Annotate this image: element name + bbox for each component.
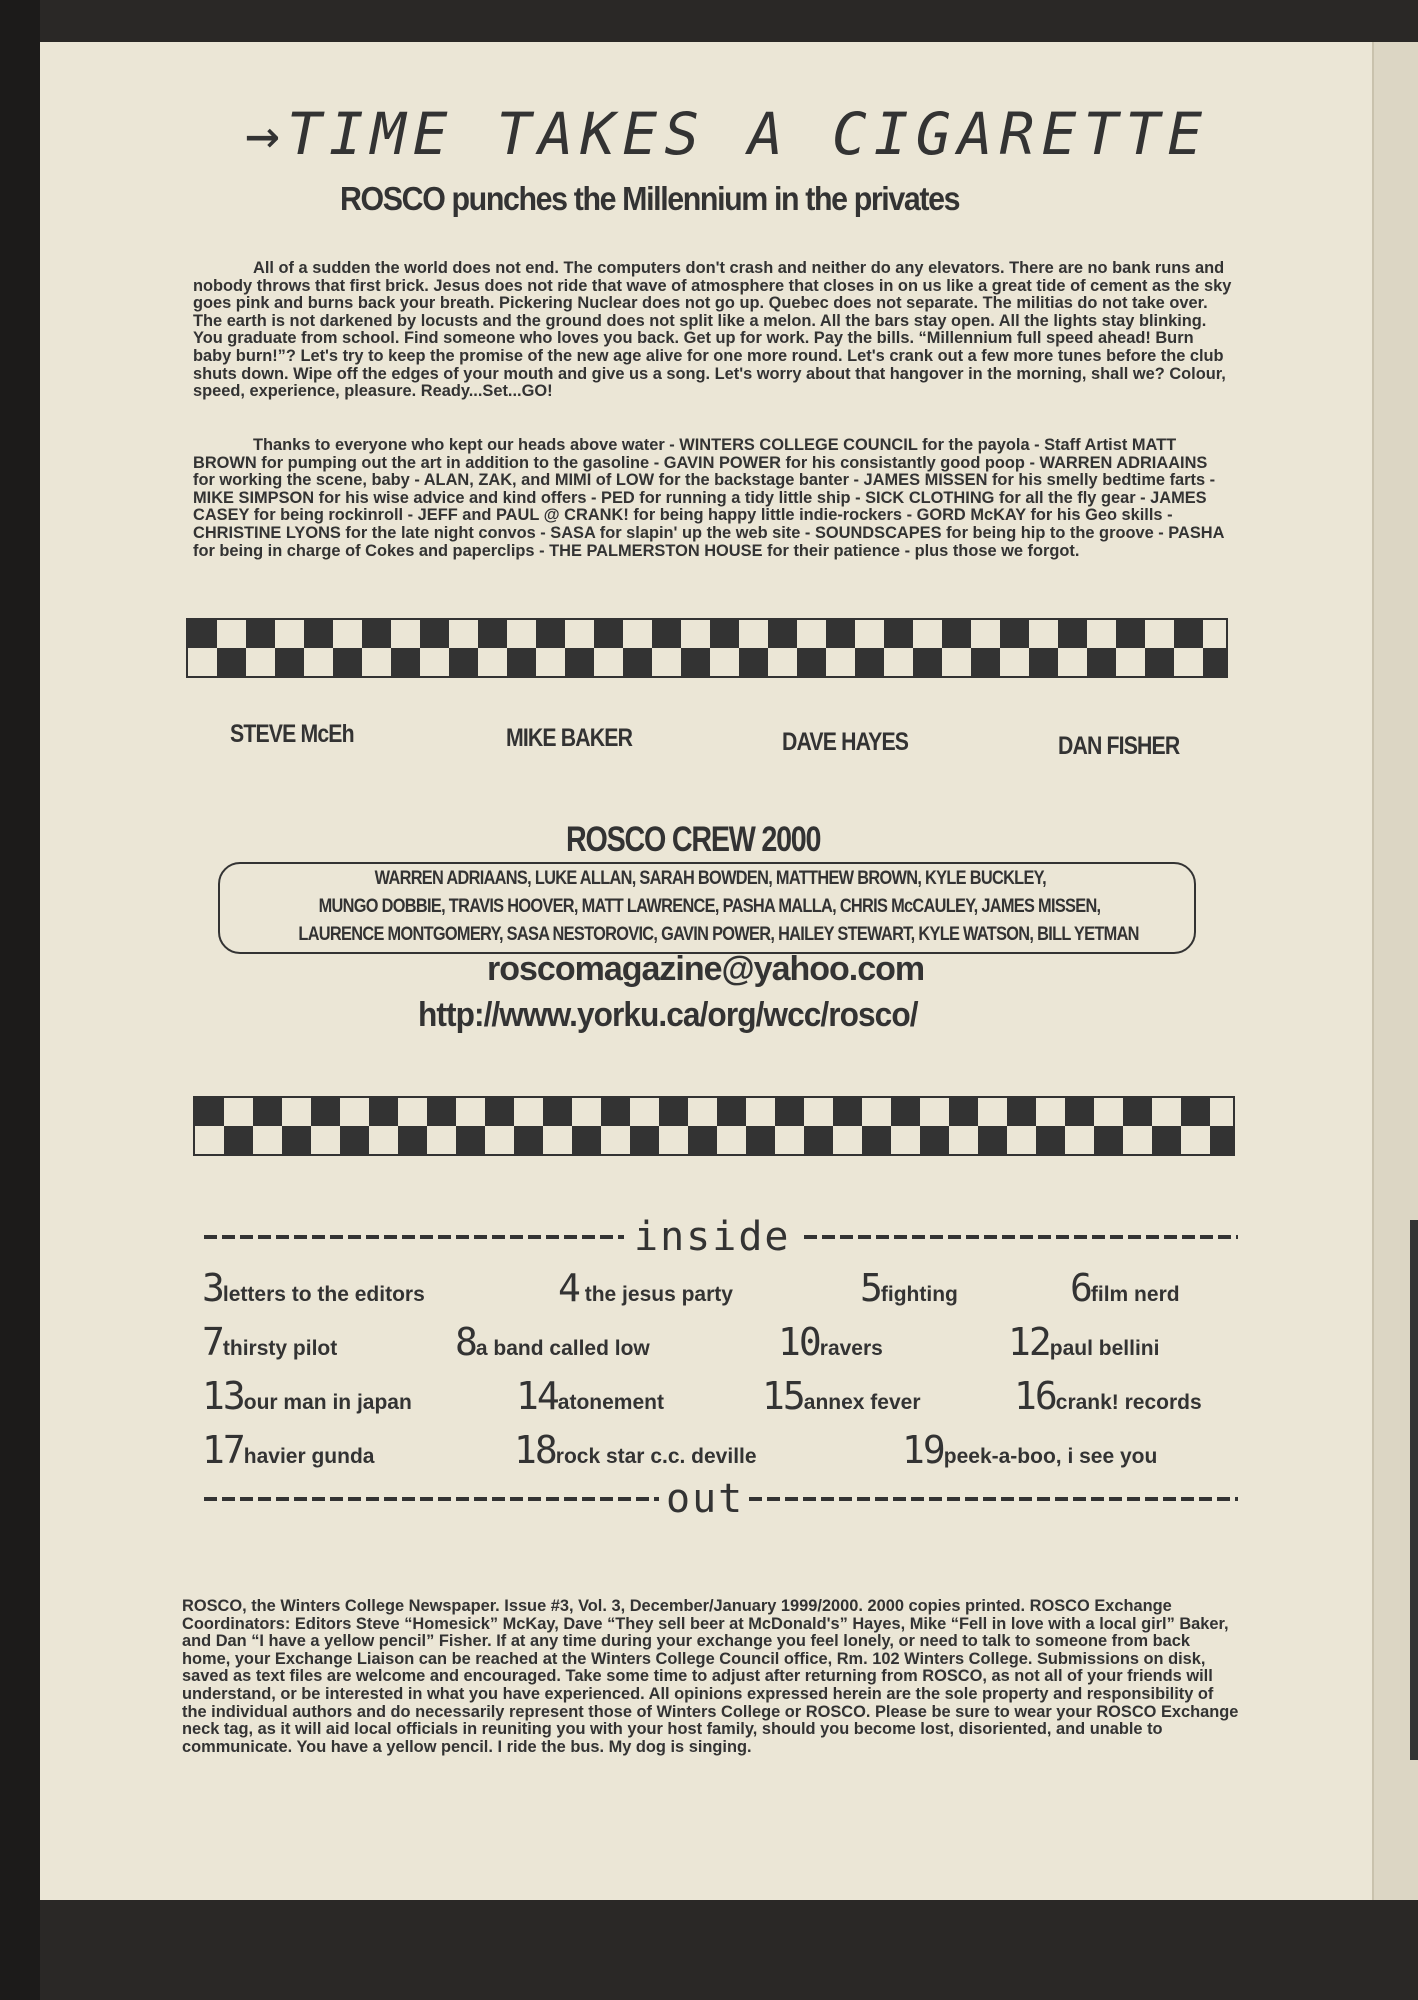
checker-square: [478, 620, 507, 648]
checker-square: [804, 1098, 833, 1126]
checker-square: [1065, 1098, 1094, 1126]
checker-divider-top: [186, 618, 1228, 678]
toc-page-number: 16: [1014, 1374, 1056, 1418]
checker-square: [543, 1126, 572, 1154]
thanks-paragraph: Thanks to everyone who kept our heads above water - WINTERS COLLEGE COUNCIL for the payola - Staff Artist MATT BROWN for pumping out the art in addition to the gasoline - GAVIN POWER for his consistantly good poop - WARREN ADRIAAINS for working the scene, baby - ALAN, ZAK, and MIMI of LOW for the backstage banter - JAMES MISSEN for his smelly bedtime farts - MIKE SIMPSON for his wise advice and kind offers - PED for running a tidy little ship - SICK CLOTHING for all the fly gear - JAMES CASEY for being rockinroll - JEFF and PAUL @ CRANK! for being happy little indie-rockers - GORD McKAY for his Geo skills - CHRISTINE LYONS for the late night convos - SASA for slapin' up the web site - SOUNDSCAPES for being hip to the groove - PASHA for being in charge of Cokes and paperclips - THE PALMERSTON HOUSE for their patience - plus those we forgot.: [193, 436, 1224, 560]
toc-label: peek-a-boo, i see you: [943, 1445, 1158, 1468]
checker-square: [246, 620, 275, 648]
checker-square: [623, 648, 652, 676]
checker-square: [565, 620, 594, 648]
checker-square: [1123, 1126, 1152, 1154]
checker-square: [826, 620, 855, 648]
crew-line: [230, 896, 1190, 918]
checker-square: [456, 1126, 485, 1154]
checker-square: [768, 648, 797, 676]
checker-square: [391, 648, 420, 676]
checker-square: [978, 1098, 1007, 1126]
toc-label: rock star c.c. deville: [555, 1445, 757, 1468]
checker-square: [1174, 648, 1203, 676]
checker-square: [833, 1098, 862, 1126]
editor-name: STEVE McEh: [230, 720, 354, 748]
checker-square: [362, 648, 391, 676]
checker-square: [224, 1126, 253, 1154]
toc-page-number: 4: [558, 1266, 579, 1310]
toc-page-number: 15: [762, 1374, 804, 1418]
crew-title: ROSCO CREW 2000: [566, 820, 821, 859]
checker-square: [746, 1126, 775, 1154]
checker-square: [1007, 1098, 1036, 1126]
crew-line-text: WARREN ADRIAANS, LUKE ALLAN, SARAH BOWDEN, MATTHEW BROWN, KYLE BUCKLEY,: [374, 868, 1046, 889]
toc-label: havier gunda: [243, 1445, 375, 1468]
checker-square: [659, 1126, 688, 1154]
checker-square: [507, 648, 536, 676]
checker-square: [1065, 1126, 1094, 1154]
checker-square: [1036, 1126, 1065, 1154]
checker-square: [630, 1098, 659, 1126]
checker-square: [949, 1126, 978, 1154]
crew-line-text: LAURENCE MONTGOMERY, SASA NESTOROVIC, GAVIN POWER, HAILEY STEWART, KYLE WATSON, BILL YETMAN: [298, 924, 1139, 945]
checker-square: [797, 620, 826, 648]
toc-item: [558, 1266, 733, 1310]
toc-label: crank! records: [1055, 1391, 1202, 1414]
checker-square: [775, 1098, 804, 1126]
checker-row: [195, 1126, 1233, 1154]
checker-square: [217, 648, 246, 676]
checker-square: [913, 620, 942, 648]
crew-line: [230, 868, 1190, 890]
checker-square: [340, 1098, 369, 1126]
toc-page-number: 5: [860, 1266, 881, 1310]
toc-page-number: 6: [1070, 1266, 1091, 1310]
checker-square: [369, 1126, 398, 1154]
checker-square: [514, 1098, 543, 1126]
checker-square: [195, 1126, 224, 1154]
toc-item: [516, 1374, 664, 1418]
toc-label: a band called low: [475, 1337, 650, 1360]
toc-page-number: 14: [516, 1374, 558, 1418]
checker-square: [978, 1126, 1007, 1154]
checker-square: [1145, 620, 1174, 648]
checker-square: [420, 648, 449, 676]
checker-square: [942, 620, 971, 648]
editor-name: DAN FISHER: [1058, 732, 1180, 760]
checker-square: [1058, 648, 1087, 676]
checker-square: [282, 1126, 311, 1154]
checker-square: [681, 648, 710, 676]
checker-square: [572, 1126, 601, 1154]
crew-line-text: MUNGO DOBBIE, TRAVIS HOOVER, MATT LAWRENCE, PASHA MALLA, CHRIS McCAULEY, JAMES MISSEN,: [319, 896, 1101, 917]
checker-square: [514, 1126, 543, 1154]
editor-name: DAVE HAYES: [782, 728, 909, 756]
dash-rule-left: [204, 1497, 659, 1501]
dash-rule-right: [804, 1235, 1238, 1239]
checker-square: [659, 1098, 688, 1126]
checker-square: [971, 620, 1000, 648]
toc-label: fighting: [880, 1283, 958, 1306]
checker-row: [188, 648, 1226, 676]
toc-label: annex fever: [803, 1391, 921, 1414]
checker-square: [913, 648, 942, 676]
checker-square: [1152, 1126, 1181, 1154]
checker-square: [224, 1098, 253, 1126]
editor-name: MIKE BAKER: [506, 724, 633, 752]
checker-divider-bottom: [193, 1096, 1235, 1156]
checker-square: [949, 1098, 978, 1126]
checker-square: [804, 1126, 833, 1154]
checker-square: [456, 1098, 485, 1126]
toc-page-number: 8: [455, 1320, 476, 1364]
checker-square: [862, 1098, 891, 1126]
toc-label: the jesus party: [578, 1283, 733, 1306]
checker-square: [449, 620, 478, 648]
checker-square: [311, 1126, 340, 1154]
checker-square: [891, 1126, 920, 1154]
checker-square: [739, 648, 768, 676]
checker-square: [188, 648, 217, 676]
checker-square: [717, 1098, 746, 1126]
checker-square: [572, 1098, 601, 1126]
checker-square: [623, 620, 652, 648]
toc-item: [202, 1320, 337, 1364]
checker-square: [253, 1126, 282, 1154]
checker-square: [1087, 648, 1116, 676]
checker-square: [855, 620, 884, 648]
checker-square: [449, 648, 478, 676]
toc-item: [1008, 1320, 1159, 1364]
checker-square: [971, 648, 1000, 676]
checker-square: [601, 1126, 630, 1154]
toc-page-number: 19: [902, 1428, 944, 1472]
checker-square: [688, 1126, 717, 1154]
checker-square: [601, 1098, 630, 1126]
checker-square: [311, 1098, 340, 1126]
checker-square: [420, 620, 449, 648]
checker-square: [855, 648, 884, 676]
checker-square: [543, 1098, 572, 1126]
checker-square: [797, 648, 826, 676]
checker-square: [652, 648, 681, 676]
checker-square: [1181, 1098, 1210, 1126]
checker-square: [1007, 1126, 1036, 1154]
toc-item: [455, 1320, 650, 1364]
checker-square: [188, 620, 217, 648]
toc-close-word: out: [666, 1476, 745, 1522]
checker-square: [398, 1126, 427, 1154]
checker-square: [398, 1098, 427, 1126]
checker-square: [1203, 648, 1228, 676]
checker-square: [1000, 620, 1029, 648]
checker-square: [1000, 648, 1029, 676]
checker-square: [1116, 620, 1145, 648]
checker-square: [1029, 620, 1058, 648]
checker-square: [1094, 1126, 1123, 1154]
checker-square: [826, 648, 855, 676]
checker-square: [1174, 620, 1203, 648]
toc-label: thirsty pilot: [222, 1337, 338, 1360]
website-url: http://www.yorku.ca/org/wcc/rosco/: [418, 996, 918, 1034]
checker-square: [652, 620, 681, 648]
checker-square: [1087, 620, 1116, 648]
dash-rule-left: [204, 1235, 624, 1239]
checker-row: [188, 620, 1226, 648]
checker-square: [594, 620, 623, 648]
toc-label: paul bellini: [1049, 1337, 1160, 1360]
checker-square: [195, 1098, 224, 1126]
toc-item: [778, 1320, 883, 1364]
checker-square: [391, 620, 420, 648]
toc-page-number: 10: [778, 1320, 820, 1364]
checker-square: [739, 620, 768, 648]
toc-open-word: inside: [634, 1214, 791, 1260]
checker-square: [1123, 1098, 1152, 1126]
checker-square: [1181, 1126, 1210, 1154]
checker-square: [1210, 1126, 1235, 1154]
checker-square: [1203, 620, 1228, 648]
checker-square: [710, 620, 739, 648]
toc-item: [202, 1374, 412, 1418]
checker-square: [485, 1126, 514, 1154]
toc-item: [202, 1428, 374, 1472]
checker-square: [594, 648, 623, 676]
toc-open-rule: [204, 1214, 1238, 1260]
checker-square: [1094, 1098, 1123, 1126]
checker-square: [304, 620, 333, 648]
checker-square: [920, 1098, 949, 1126]
intro-paragraph: All of a sudden the world does not end. The computers don't crash and neither do any elevators. There are no bank runs and nobody throws that first brick. Jesus does not ride that wave of atmosphere that closes in on us like a great tide of cement as the sky goes pink and burns back your breath. Pickering Nuclear does not go up. Quebec does not separate. The militias do not take over. The earth is not darkened by locusts and the ground does not split like a melon. All the bars stay open. All the lights stay blinking. You graduate from school. Find someone who loves you back. Get up for work. Pay the bills. “Millennium full speed ahead! Burn baby burn!”? Let's try to keep the promise of the new age alive for one more round. Let's crank out a few more tunes before the club shuts down. Wipe off the edges of your mouth and give us a song. Let's worry about that hangover in the morning, shall we? Colour, speed, experience, pleasure. Ready...Set...GO!: [193, 259, 1232, 401]
toc-item: [762, 1374, 921, 1418]
crew-line: [230, 924, 1190, 946]
checker-square: [1152, 1098, 1181, 1126]
contact-email: roscomagazine@yahoo.com: [487, 950, 925, 988]
checker-square: [246, 648, 275, 676]
checker-square: [768, 620, 797, 648]
checker-square: [427, 1126, 456, 1154]
checker-square: [884, 620, 913, 648]
masthead-footer: ROSCO, the Winters College Newspaper. Issue #3, Vol. 3, December/January 1999/2000. 2000 copies printed. ROSCO Exchange Coordinators: Editors Steve “Homesick” McKay, Dave “They sell beer at McDonald's” Hayes, Mike “Fell in love with a local girl” Baker, and Dan “I have a yellow pencil” Fisher. If at any time during your exchange you feel lonely, or need to talk to someone from back home, your Exchange Liaison can be reached at the Winters College Council office, Rm. 102 Winters College. Submissions on disk, saved as text files are welcome and encouraged. Take some time to adjust after returning from ROSCO, as not all of your friends will understand, or be interested in what you have experienced. All opinions expressed herein are the sole property and responsibility of the individual authors and do necessarily represent those of Winters College or ROSCO. Please be sure to wear your ROSCO Exchange neck tag, as it will aid local officials in reuniting you with your host family, should you become lost, disoriented, and unable to communicate. You have a yellow pencil. I ride the bus. My dog is singing.: [182, 1597, 1239, 1756]
checker-square: [304, 648, 333, 676]
toc-item: [1070, 1266, 1180, 1310]
checker-square: [775, 1126, 804, 1154]
checker-square: [478, 648, 507, 676]
checker-square: [1210, 1098, 1235, 1126]
toc-page-number: 17: [202, 1428, 244, 1472]
checker-square: [536, 620, 565, 648]
dash-rule-right: [749, 1497, 1238, 1501]
checker-square: [275, 620, 304, 648]
checker-square: [217, 620, 246, 648]
checker-square: [1145, 648, 1174, 676]
checker-square: [1058, 620, 1087, 648]
toc-page-number: 18: [514, 1428, 556, 1472]
checker-square: [884, 648, 913, 676]
toc-label: atonement: [557, 1391, 664, 1414]
checker-square: [565, 648, 594, 676]
toc-label: film nerd: [1090, 1283, 1180, 1306]
checker-square: [333, 648, 362, 676]
checker-square: [862, 1126, 891, 1154]
checker-square: [891, 1098, 920, 1126]
toc-page-number: 12: [1008, 1320, 1050, 1364]
toc-item: [902, 1428, 1157, 1472]
checker-square: [282, 1098, 311, 1126]
checker-square: [717, 1126, 746, 1154]
checker-square: [833, 1126, 862, 1154]
toc-label: our man in japan: [243, 1391, 412, 1414]
checker-square: [253, 1098, 282, 1126]
checker-square: [485, 1098, 514, 1126]
toc-label: ravers: [819, 1337, 883, 1360]
toc-close-rule: [204, 1476, 1238, 1522]
checker-square: [688, 1098, 717, 1126]
checker-square: [362, 620, 391, 648]
toc-item: [1014, 1374, 1202, 1418]
toc-label: letters to the editors: [222, 1283, 425, 1306]
checker-square: [340, 1126, 369, 1154]
checker-square: [746, 1098, 775, 1126]
checker-square: [1036, 1098, 1065, 1126]
checker-square: [681, 620, 710, 648]
checker-square: [369, 1098, 398, 1126]
toc-page-number: 3: [202, 1266, 223, 1310]
checker-square: [275, 648, 304, 676]
checker-row: [195, 1098, 1233, 1126]
checker-square: [1116, 648, 1145, 676]
checker-square: [333, 620, 362, 648]
checker-square: [427, 1098, 456, 1126]
page-subtitle: ROSCO punches the Millennium in the privates: [340, 180, 960, 217]
page-title: →TIME TAKES A CIGARETTE: [245, 100, 1210, 168]
toc-page-number: 13: [202, 1374, 244, 1418]
checker-square: [710, 648, 739, 676]
toc-item: [514, 1428, 757, 1472]
checker-square: [630, 1126, 659, 1154]
checker-square: [1029, 648, 1058, 676]
checker-square: [942, 648, 971, 676]
toc-item: [202, 1266, 425, 1310]
checker-square: [920, 1126, 949, 1154]
checker-square: [536, 648, 565, 676]
toc-item: [860, 1266, 958, 1310]
checker-square: [507, 620, 536, 648]
toc-page-number: 7: [202, 1320, 223, 1364]
